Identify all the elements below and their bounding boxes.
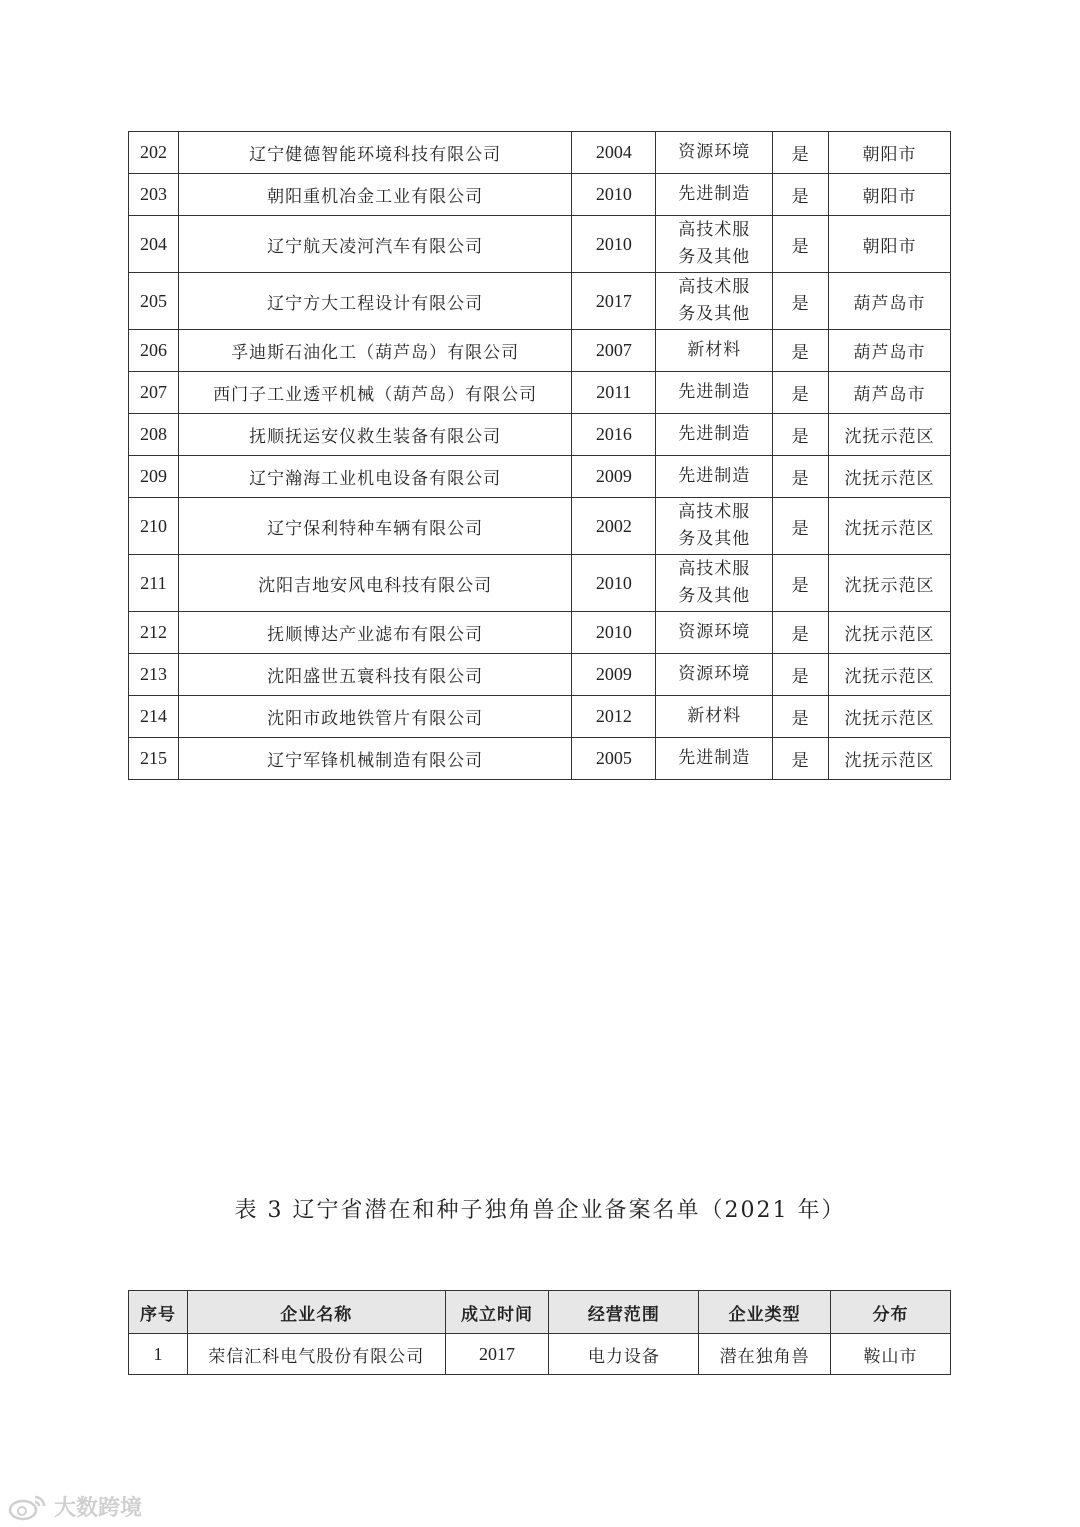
table-row: [129, 1334, 951, 1375]
cell-flag: 是: [773, 654, 829, 696]
watermark: [8, 1491, 142, 1522]
cell-name: 朝阳重机冶金工业有限公司: [178, 174, 571, 216]
cell-flag: 是: [773, 330, 829, 372]
cell-no: 205: [129, 273, 179, 330]
cell-flag: 是: [773, 273, 829, 330]
cell-flag: 是: [773, 738, 829, 780]
cell-flag: 是: [773, 414, 829, 456]
cell-field: 资源环境: [656, 612, 773, 654]
cell-year: 2009: [572, 456, 656, 498]
cell-no: 214: [129, 696, 179, 738]
cell-field: 新材料: [656, 330, 773, 372]
cell-flag: 是: [773, 555, 829, 612]
cell-no: 210: [129, 498, 179, 555]
cell-name: 辽宁保利特种车辆有限公司: [178, 498, 571, 555]
cell-no: 203: [129, 174, 179, 216]
cell-field: 高技术服 务及其他: [656, 273, 773, 330]
cell-field: 先进制造: [656, 738, 773, 780]
cell-name: 抚顺博达产业滤布有限公司: [178, 612, 571, 654]
cell-no: 1: [129, 1334, 188, 1375]
cell-field: 先进制造: [656, 456, 773, 498]
table-row: [129, 612, 951, 654]
cell-field: 高技术服 务及其他: [656, 498, 773, 555]
cell-no: 204: [129, 216, 179, 273]
cell-year: 2004: [572, 132, 656, 174]
header-name: 企业名称: [187, 1291, 445, 1334]
header-field: 经营范围: [549, 1291, 699, 1334]
cell-area: 朝阳市: [829, 216, 951, 273]
cell-area: 沈抚示范区: [829, 456, 951, 498]
cell-name: 辽宁方大工程设计有限公司: [178, 273, 571, 330]
cell-area: 沈抚示范区: [829, 738, 951, 780]
cell-name: 沈阳盛世五寰科技有限公司: [178, 654, 571, 696]
table-header-row: [129, 1291, 951, 1334]
header-area: 分布: [831, 1291, 951, 1334]
cell-year: 2012: [572, 696, 656, 738]
table-row: [129, 738, 951, 780]
cell-no: 206: [129, 330, 179, 372]
cell-name: 抚顺抚运安仪救生装备有限公司: [178, 414, 571, 456]
cell-area: 鞍山市: [831, 1334, 951, 1375]
cell-flag: 是: [773, 456, 829, 498]
cell-no: 202: [129, 132, 179, 174]
table-row: [129, 654, 951, 696]
cell-area: 沈抚示范区: [829, 612, 951, 654]
cell-no: 211: [129, 555, 179, 612]
cell-year: 2011: [572, 372, 656, 414]
enterprise-table-continued: [128, 131, 951, 780]
cell-flag: 是: [773, 372, 829, 414]
table-row: [129, 456, 951, 498]
cell-year: 2002: [572, 498, 656, 555]
cell-area: 葫芦岛市: [829, 273, 951, 330]
cell-flag: 是: [773, 612, 829, 654]
cell-field: 先进制造: [656, 372, 773, 414]
cell-flag: 是: [773, 498, 829, 555]
cell-field: 新材料: [656, 696, 773, 738]
cell-no: 215: [129, 738, 179, 780]
cell-year: 2010: [572, 612, 656, 654]
cell-no: 208: [129, 414, 179, 456]
cell-year: 2017: [445, 1334, 549, 1375]
cell-field: 高技术服 务及其他: [656, 216, 773, 273]
cell-name: 辽宁健德智能环境科技有限公司: [178, 132, 571, 174]
cell-area: 沈抚示范区: [829, 654, 951, 696]
table-title: 表 3 辽宁省潜在和种子独角兽企业备案名单（2021 年）: [234, 1198, 846, 1223]
cell-area: 葫芦岛市: [829, 330, 951, 372]
cell-flag: 是: [773, 132, 829, 174]
cell-year: 2009: [572, 654, 656, 696]
cell-field: 先进制造: [656, 414, 773, 456]
table-row: [129, 696, 951, 738]
cell-area: 沈抚示范区: [829, 414, 951, 456]
cell-field: 资源环境: [656, 132, 773, 174]
cell-year: 2010: [572, 174, 656, 216]
cell-year: 2005: [572, 738, 656, 780]
cell-area: 葫芦岛市: [829, 372, 951, 414]
cell-area: 沈抚示范区: [829, 696, 951, 738]
cell-year: 2007: [572, 330, 656, 372]
table-row: [129, 498, 951, 555]
table-row: [129, 174, 951, 216]
cell-no: 213: [129, 654, 179, 696]
cell-name: 沈阳市政地铁管片有限公司: [178, 696, 571, 738]
cell-year: 2016: [572, 414, 656, 456]
cell-year: 2017: [572, 273, 656, 330]
table-row: [129, 273, 951, 330]
table-row: [129, 330, 951, 372]
cell-flag: 是: [773, 696, 829, 738]
unicorn-registry-table: [128, 1290, 951, 1375]
header-year: 成立时间: [445, 1291, 549, 1334]
cell-name: 辽宁军锋机械制造有限公司: [178, 738, 571, 780]
header-type: 企业类型: [699, 1291, 831, 1334]
table-row: [129, 132, 951, 174]
header-no: 序号: [129, 1291, 188, 1334]
cell-area: 朝阳市: [829, 132, 951, 174]
cell-flag: 是: [773, 216, 829, 273]
cell-name: 荣信汇科电气股份有限公司: [187, 1334, 445, 1375]
cell-year: 2010: [572, 555, 656, 612]
cell-type: 潜在独角兽: [699, 1334, 831, 1375]
cell-field: 先进制造: [656, 174, 773, 216]
cell-no: 207: [129, 372, 179, 414]
cell-name: 辽宁航天凌河汽车有限公司: [178, 216, 571, 273]
cell-year: 2010: [572, 216, 656, 273]
cell-field: 高技术服 务及其他: [656, 555, 773, 612]
cell-field: 资源环境: [656, 654, 773, 696]
cell-name: 孚迪斯石油化工（葫芦岛）有限公司: [178, 330, 571, 372]
table-row: [129, 555, 951, 612]
cell-no: 212: [129, 612, 179, 654]
cell-name: 西门子工业透平机械（葫芦岛）有限公司: [178, 372, 571, 414]
cell-flag: 是: [773, 174, 829, 216]
weibo-logo-icon: [8, 1493, 48, 1521]
table-row: [129, 372, 951, 414]
watermark-text: 大数跨境: [54, 1496, 143, 1521]
table-row: [129, 216, 951, 273]
cell-area: 朝阳市: [829, 174, 951, 216]
table-row: [129, 414, 951, 456]
cell-no: 209: [129, 456, 179, 498]
cell-area: 沈抚示范区: [829, 498, 951, 555]
cell-name: 辽宁瀚海工业机电设备有限公司: [178, 456, 571, 498]
cell-field: 电力设备: [549, 1334, 699, 1375]
cell-name: 沈阳吉地安风电科技有限公司: [178, 555, 571, 612]
cell-area: 沈抚示范区: [829, 555, 951, 612]
